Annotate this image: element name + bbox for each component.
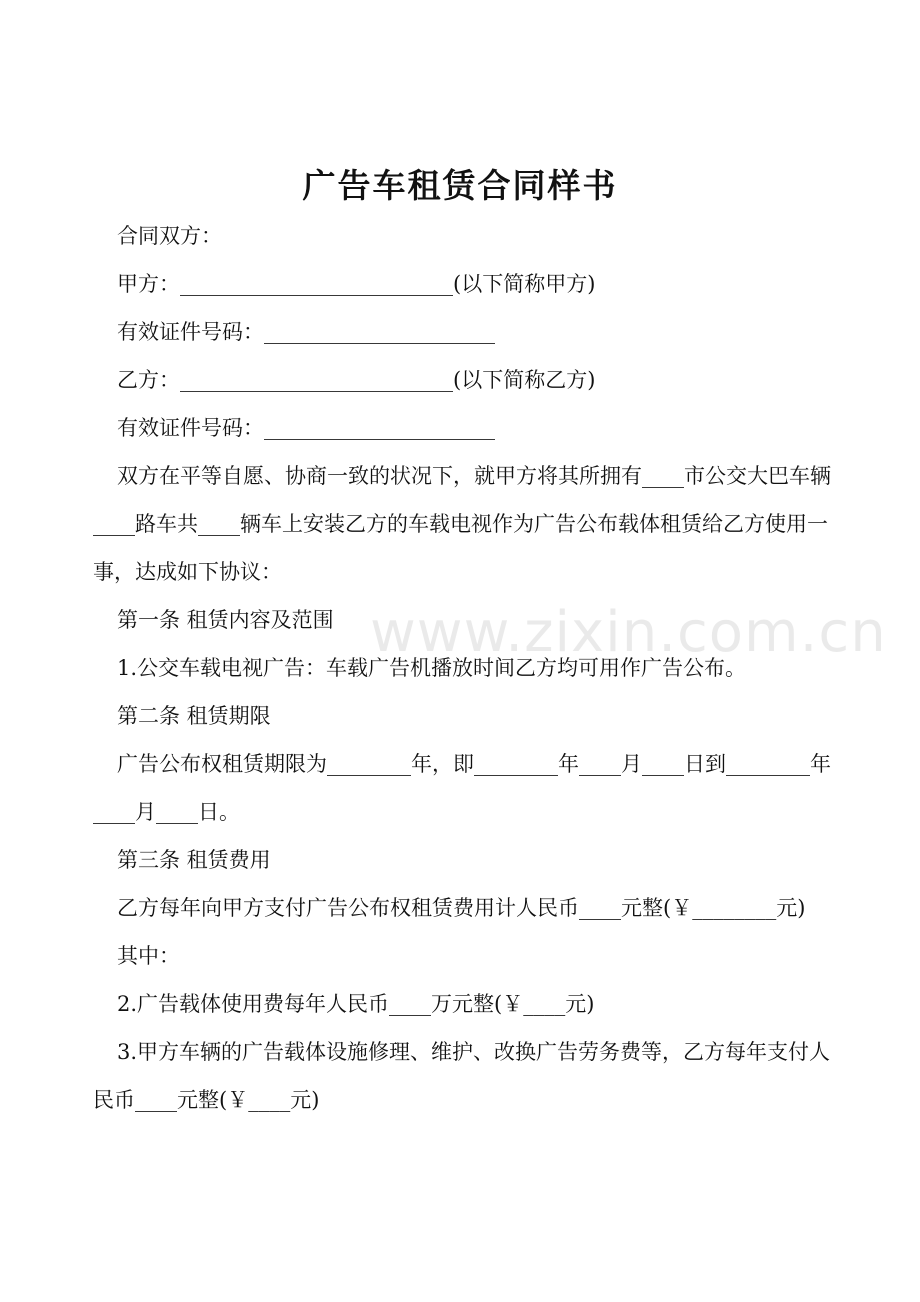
article-1-heading: 第一条 租赁内容及范围	[117, 608, 334, 632]
watermark-text: www.zixin.com.cn	[370, 600, 887, 665]
article-3-item-2: 2.广告载体使用费每年人民币____万元整(￥____元)	[117, 992, 595, 1016]
paragraph-party-b-id: 有效证件号码：______________________	[117, 416, 495, 440]
article-3-heading: 第三条 租赁费用	[117, 848, 271, 872]
paragraph-preamble: 双方在平等自愿、协商一致的状况下，就甲方将其所拥有____市公交大巴车辆____路车共____辆车上安装乙方的车载电视作为广告公布载体租赁给乙方使用一事，达成如下协议：	[93, 464, 831, 584]
document-title: 广告车租赁合同样书	[302, 166, 618, 205]
article-1-item-1: 1.公交车载电视广告：车载广告机播放时间乙方均可用作广告公布。	[117, 656, 747, 680]
paragraph-party-a: 甲方：__________________________(以下简称甲方)	[117, 272, 596, 296]
paragraph-party-b: 乙方：__________________________(以下简称乙方)	[117, 368, 596, 392]
article-2-heading: 第二条 租赁期限	[117, 704, 271, 728]
paragraph-parties-heading: 合同双方：	[117, 224, 222, 248]
article-3-body: 乙方每年向甲方支付广告公布权租赁费用计人民币____元整(￥________元)	[117, 896, 806, 920]
article-3-item-3: 3.甲方车辆的广告载体设施修理、维护、改换广告劳务费等，乙方每年支付人民币____元整(￥____元)	[93, 1040, 831, 1112]
article-3-among: 其中：	[117, 944, 180, 968]
article-2-body: 广告公布权租赁期限为________年，即________年____月____日到________年____月____日。	[93, 752, 831, 824]
document-body	[93, 212, 838, 1124]
paragraph-party-a-id: 有效证件号码：______________________	[117, 320, 495, 344]
